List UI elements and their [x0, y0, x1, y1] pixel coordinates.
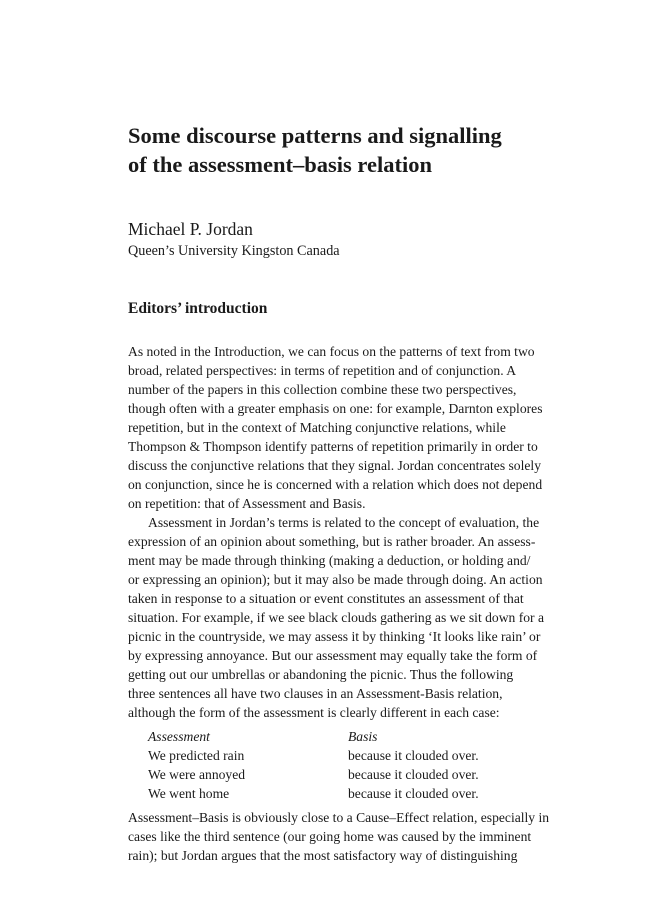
title-line: Some discourse patterns and signalling: [128, 123, 502, 148]
example-row: [148, 784, 568, 803]
example-table: [148, 727, 568, 803]
example-assessment: We were annoyed: [148, 767, 246, 782]
column-header-assessment: Assessment: [148, 729, 210, 744]
paragraph-2: [128, 513, 573, 722]
example-assessment: We went home: [148, 786, 230, 801]
text-line: number of the papers in this collection combine these two perspectives,: [128, 382, 517, 397]
title-line: of the assessment–basis relation: [128, 152, 432, 177]
article-title: [128, 121, 598, 179]
text-line: though often with a greater emphasis on one: for example, Darnton explores: [128, 401, 543, 416]
text-line: cases like the third sentence (our going home was caused by the imminent: [128, 829, 532, 844]
author-affiliation: Queen’s University Kingston Canada: [128, 243, 340, 259]
text-line: on conjunction, since he is concerned with a relation which does not depend: [128, 477, 543, 492]
example-basis: because it clouded over.: [348, 767, 479, 782]
text-line: discuss the conjunctive relations that they signal. Jordan concentrates solely: [128, 458, 541, 473]
text-line: by expressing annoyance. But our assessment may equally take the form of: [128, 648, 538, 663]
section-heading: Editors’ introduction: [128, 300, 268, 317]
text-line: or expressing an opinion); but it may also be made through doing. An action: [128, 572, 543, 587]
text-line: Assessment–Basis is obviously close to a Cause–Effect relation, especially in: [128, 810, 550, 825]
text-line: taken in response to a situation or event constitutes an assessment of that: [128, 591, 524, 606]
text-line: Assessment in Jordan’s terms is related to the concept of evaluation, the: [148, 515, 540, 530]
text-line: situation. For example, if we see black clouds gathering as we sit down for a: [128, 610, 545, 625]
example-assessment: We predicted rain: [148, 748, 245, 763]
text-line: broad, related perspectives: in terms of repetition and of conjunction. A: [128, 363, 517, 378]
example-row: [148, 765, 568, 784]
text-line: three sentences all have two clauses in an Assessment-Basis relation,: [128, 686, 503, 701]
text-line: although the form of the assessment is clearly different in each case:: [128, 705, 500, 720]
example-header-row: [148, 727, 568, 746]
example-basis: because it clouded over.: [348, 748, 479, 763]
text-line: on repetition: that of Assessment and Basis.: [128, 496, 366, 511]
text-line: repetition, but in the context of Matching conjunctive relations, while: [128, 420, 506, 435]
example-basis: because it clouded over.: [348, 786, 479, 801]
text-line: getting out our umbrellas or abandoning the picnic. Thus the following: [128, 667, 514, 682]
example-row: [148, 746, 568, 765]
text-line: Thompson & Thompson identify patterns of repetition primarily in order to: [128, 439, 538, 454]
text-line: expression of an opinion about something, but is rather broader. An assess-: [128, 534, 536, 549]
paragraph-1: [128, 342, 573, 513]
text-line: As noted in the Introduction, we can focus on the patterns of text from two: [128, 344, 535, 359]
text-line: picnic in the countryside, we may assess it by thinking ‘It looks like rain’ or: [128, 629, 541, 644]
column-header-basis: Basis: [348, 729, 378, 744]
paragraph-3: [128, 808, 573, 865]
text-line: ment may be made through thinking (making a deduction, or holding and/: [128, 553, 531, 568]
text-line: rain); but Jordan argues that the most satisfactory way of distinguishing: [128, 848, 518, 863]
author-name: Michael P. Jordan: [128, 219, 253, 239]
